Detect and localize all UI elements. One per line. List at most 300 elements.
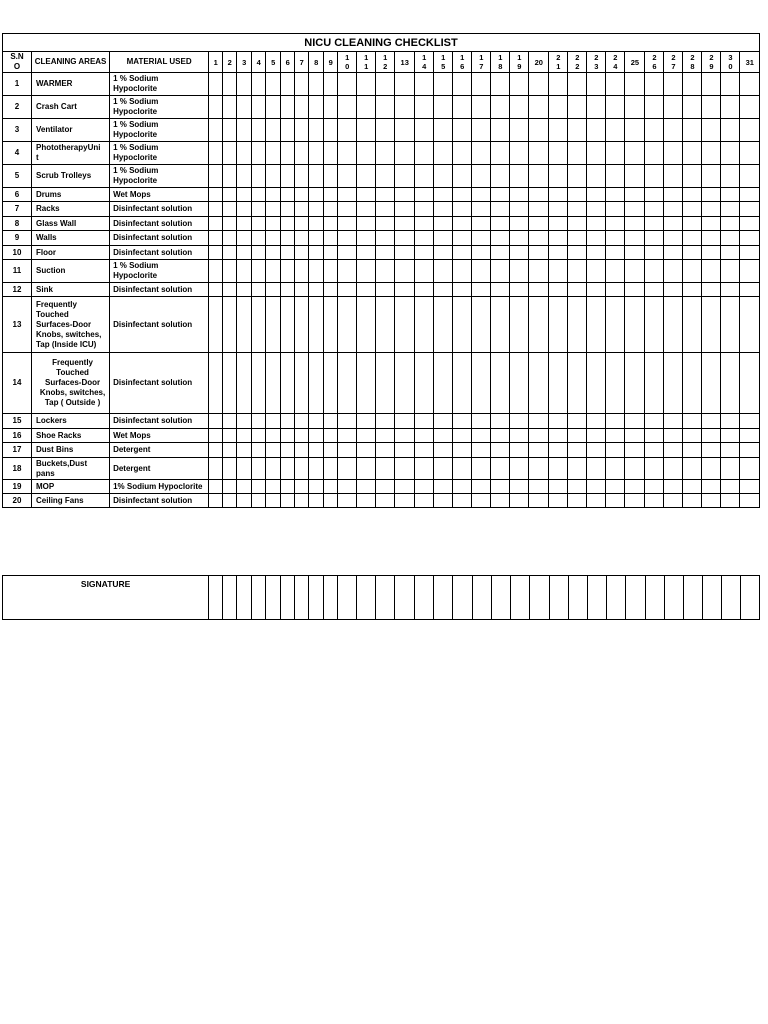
day-check-cell[interactable] bbox=[645, 188, 664, 202]
day-check-cell[interactable] bbox=[281, 443, 295, 458]
day-check-cell[interactable] bbox=[281, 217, 295, 231]
day-check-cell[interactable] bbox=[281, 188, 295, 202]
day-check-cell[interactable] bbox=[721, 142, 740, 165]
day-check-cell[interactable] bbox=[529, 494, 549, 508]
day-check-cell[interactable] bbox=[529, 297, 549, 353]
day-check-cell[interactable] bbox=[664, 283, 683, 297]
day-check-cell[interactable] bbox=[209, 353, 223, 414]
day-check-cell[interactable] bbox=[664, 480, 683, 494]
day-check-cell[interactable] bbox=[702, 283, 721, 297]
day-check-cell[interactable] bbox=[415, 443, 434, 458]
day-check-cell[interactable] bbox=[568, 165, 587, 188]
day-check-cell[interactable] bbox=[606, 283, 625, 297]
day-check-cell[interactable] bbox=[625, 458, 645, 480]
day-check-cell[interactable] bbox=[664, 96, 683, 119]
day-check-cell[interactable] bbox=[625, 494, 645, 508]
day-check-cell[interactable] bbox=[645, 429, 664, 443]
day-check-cell[interactable] bbox=[395, 142, 415, 165]
day-check-cell[interactable] bbox=[223, 480, 237, 494]
day-check-cell[interactable] bbox=[209, 443, 223, 458]
day-check-cell[interactable] bbox=[740, 202, 760, 217]
day-check-cell[interactable] bbox=[568, 142, 587, 165]
day-check-cell[interactable] bbox=[252, 217, 266, 231]
day-check-cell[interactable] bbox=[338, 297, 357, 353]
day-check-cell[interactable] bbox=[295, 165, 309, 188]
day-check-cell[interactable] bbox=[252, 188, 266, 202]
day-check-cell[interactable] bbox=[587, 142, 606, 165]
day-check-cell[interactable] bbox=[237, 188, 252, 202]
day-check-cell[interactable] bbox=[625, 414, 645, 429]
day-check-cell[interactable] bbox=[266, 260, 281, 283]
signature-cell[interactable] bbox=[510, 576, 529, 620]
day-check-cell[interactable] bbox=[587, 217, 606, 231]
day-check-cell[interactable] bbox=[223, 246, 237, 260]
day-check-cell[interactable] bbox=[664, 260, 683, 283]
day-check-cell[interactable] bbox=[395, 414, 415, 429]
day-check-cell[interactable] bbox=[549, 165, 568, 188]
day-check-cell[interactable] bbox=[491, 217, 510, 231]
day-check-cell[interactable] bbox=[472, 283, 491, 297]
day-check-cell[interactable] bbox=[453, 119, 472, 142]
day-check-cell[interactable] bbox=[472, 494, 491, 508]
day-check-cell[interactable] bbox=[721, 283, 740, 297]
day-check-cell[interactable] bbox=[645, 283, 664, 297]
day-check-cell[interactable] bbox=[645, 260, 664, 283]
day-check-cell[interactable] bbox=[453, 494, 472, 508]
day-check-cell[interactable] bbox=[453, 480, 472, 494]
day-check-cell[interactable] bbox=[625, 353, 645, 414]
day-check-cell[interactable] bbox=[740, 353, 760, 414]
day-check-cell[interactable] bbox=[683, 260, 702, 283]
signature-cell[interactable] bbox=[453, 576, 472, 620]
signature-cell[interactable] bbox=[529, 576, 549, 620]
day-check-cell[interactable] bbox=[606, 443, 625, 458]
day-check-cell[interactable] bbox=[645, 202, 664, 217]
day-check-cell[interactable] bbox=[491, 246, 510, 260]
signature-cell[interactable] bbox=[338, 576, 357, 620]
day-check-cell[interactable] bbox=[357, 297, 376, 353]
day-check-cell[interactable] bbox=[568, 283, 587, 297]
day-check-cell[interactable] bbox=[434, 217, 453, 231]
day-check-cell[interactable] bbox=[395, 297, 415, 353]
day-check-cell[interactable] bbox=[376, 429, 395, 443]
day-check-cell[interactable] bbox=[606, 119, 625, 142]
day-check-cell[interactable] bbox=[324, 231, 338, 246]
day-check-cell[interactable] bbox=[740, 142, 760, 165]
day-check-cell[interactable] bbox=[491, 231, 510, 246]
day-check-cell[interactable] bbox=[281, 283, 295, 297]
signature-cell[interactable] bbox=[721, 576, 740, 620]
day-check-cell[interactable] bbox=[702, 165, 721, 188]
day-check-cell[interactable] bbox=[683, 217, 702, 231]
day-check-cell[interactable] bbox=[434, 297, 453, 353]
day-check-cell[interactable] bbox=[568, 202, 587, 217]
day-check-cell[interactable] bbox=[472, 246, 491, 260]
day-check-cell[interactable] bbox=[309, 142, 324, 165]
day-check-cell[interactable] bbox=[740, 217, 760, 231]
day-check-cell[interactable] bbox=[472, 202, 491, 217]
day-check-cell[interactable] bbox=[237, 73, 252, 96]
day-check-cell[interactable] bbox=[209, 217, 223, 231]
day-check-cell[interactable] bbox=[721, 297, 740, 353]
day-check-cell[interactable] bbox=[338, 283, 357, 297]
day-check-cell[interactable] bbox=[309, 297, 324, 353]
day-check-cell[interactable] bbox=[223, 202, 237, 217]
day-check-cell[interactable] bbox=[683, 494, 702, 508]
day-check-cell[interactable] bbox=[721, 458, 740, 480]
day-check-cell[interactable] bbox=[625, 73, 645, 96]
day-check-cell[interactable] bbox=[223, 217, 237, 231]
day-check-cell[interactable] bbox=[721, 260, 740, 283]
day-check-cell[interactable] bbox=[549, 429, 568, 443]
day-check-cell[interactable] bbox=[324, 494, 338, 508]
day-check-cell[interactable] bbox=[625, 188, 645, 202]
day-check-cell[interactable] bbox=[415, 142, 434, 165]
day-check-cell[interactable] bbox=[491, 142, 510, 165]
day-check-cell[interactable] bbox=[237, 165, 252, 188]
day-check-cell[interactable] bbox=[587, 73, 606, 96]
day-check-cell[interactable] bbox=[625, 202, 645, 217]
day-check-cell[interactable] bbox=[252, 202, 266, 217]
day-check-cell[interactable] bbox=[324, 297, 338, 353]
day-check-cell[interactable] bbox=[252, 458, 266, 480]
day-check-cell[interactable] bbox=[281, 297, 295, 353]
day-check-cell[interactable] bbox=[338, 246, 357, 260]
day-check-cell[interactable] bbox=[568, 73, 587, 96]
day-check-cell[interactable] bbox=[295, 458, 309, 480]
day-check-cell[interactable] bbox=[587, 119, 606, 142]
day-check-cell[interactable] bbox=[645, 96, 664, 119]
day-check-cell[interactable] bbox=[209, 96, 223, 119]
day-check-cell[interactable] bbox=[415, 165, 434, 188]
day-check-cell[interactable] bbox=[510, 414, 529, 429]
day-check-cell[interactable] bbox=[587, 494, 606, 508]
day-check-cell[interactable] bbox=[415, 73, 434, 96]
day-check-cell[interactable] bbox=[209, 458, 223, 480]
signature-cell[interactable] bbox=[223, 576, 237, 620]
day-check-cell[interactable] bbox=[491, 353, 510, 414]
day-check-cell[interactable] bbox=[549, 73, 568, 96]
day-check-cell[interactable] bbox=[376, 353, 395, 414]
day-check-cell[interactable] bbox=[664, 297, 683, 353]
day-check-cell[interactable] bbox=[324, 414, 338, 429]
day-check-cell[interactable] bbox=[357, 414, 376, 429]
day-check-cell[interactable] bbox=[491, 202, 510, 217]
day-check-cell[interactable] bbox=[587, 480, 606, 494]
day-check-cell[interactable] bbox=[721, 96, 740, 119]
day-check-cell[interactable] bbox=[266, 246, 281, 260]
day-check-cell[interactable] bbox=[625, 283, 645, 297]
day-check-cell[interactable] bbox=[395, 246, 415, 260]
day-check-cell[interactable] bbox=[252, 260, 266, 283]
day-check-cell[interactable] bbox=[721, 217, 740, 231]
day-check-cell[interactable] bbox=[740, 414, 760, 429]
day-check-cell[interactable] bbox=[491, 458, 510, 480]
day-check-cell[interactable] bbox=[357, 73, 376, 96]
signature-cell[interactable] bbox=[415, 576, 434, 620]
day-check-cell[interactable] bbox=[223, 231, 237, 246]
day-check-cell[interactable] bbox=[529, 246, 549, 260]
day-check-cell[interactable] bbox=[453, 297, 472, 353]
day-check-cell[interactable] bbox=[338, 96, 357, 119]
day-check-cell[interactable] bbox=[645, 165, 664, 188]
day-check-cell[interactable] bbox=[472, 73, 491, 96]
day-check-cell[interactable] bbox=[568, 188, 587, 202]
day-check-cell[interactable] bbox=[395, 96, 415, 119]
day-check-cell[interactable] bbox=[606, 494, 625, 508]
signature-cell[interactable] bbox=[625, 576, 645, 620]
day-check-cell[interactable] bbox=[702, 429, 721, 443]
day-check-cell[interactable] bbox=[357, 494, 376, 508]
signature-cell[interactable] bbox=[702, 576, 721, 620]
day-check-cell[interactable] bbox=[510, 480, 529, 494]
day-check-cell[interactable] bbox=[645, 480, 664, 494]
day-check-cell[interactable] bbox=[491, 443, 510, 458]
day-check-cell[interactable] bbox=[683, 165, 702, 188]
day-check-cell[interactable] bbox=[453, 443, 472, 458]
day-check-cell[interactable] bbox=[510, 142, 529, 165]
day-check-cell[interactable] bbox=[664, 494, 683, 508]
day-check-cell[interactable] bbox=[295, 443, 309, 458]
day-check-cell[interactable] bbox=[338, 202, 357, 217]
day-check-cell[interactable] bbox=[683, 480, 702, 494]
day-check-cell[interactable] bbox=[415, 231, 434, 246]
day-check-cell[interactable] bbox=[324, 142, 338, 165]
day-check-cell[interactable] bbox=[529, 480, 549, 494]
signature-cell[interactable] bbox=[324, 576, 338, 620]
day-check-cell[interactable] bbox=[510, 73, 529, 96]
day-check-cell[interactable] bbox=[357, 217, 376, 231]
day-check-cell[interactable] bbox=[664, 202, 683, 217]
day-check-cell[interactable] bbox=[357, 260, 376, 283]
day-check-cell[interactable] bbox=[209, 142, 223, 165]
day-check-cell[interactable] bbox=[395, 260, 415, 283]
signature-cell[interactable] bbox=[664, 576, 683, 620]
day-check-cell[interactable] bbox=[237, 297, 252, 353]
day-check-cell[interactable] bbox=[415, 458, 434, 480]
day-check-cell[interactable] bbox=[645, 246, 664, 260]
day-check-cell[interactable] bbox=[309, 188, 324, 202]
day-check-cell[interactable] bbox=[453, 231, 472, 246]
signature-cell[interactable] bbox=[252, 576, 266, 620]
day-check-cell[interactable] bbox=[415, 188, 434, 202]
day-check-cell[interactable] bbox=[702, 353, 721, 414]
day-check-cell[interactable] bbox=[295, 231, 309, 246]
day-check-cell[interactable] bbox=[721, 202, 740, 217]
day-check-cell[interactable] bbox=[491, 429, 510, 443]
day-check-cell[interactable] bbox=[549, 231, 568, 246]
day-check-cell[interactable] bbox=[309, 96, 324, 119]
day-check-cell[interactable] bbox=[434, 119, 453, 142]
day-check-cell[interactable] bbox=[266, 414, 281, 429]
day-check-cell[interactable] bbox=[309, 443, 324, 458]
day-check-cell[interactable] bbox=[338, 119, 357, 142]
day-check-cell[interactable] bbox=[472, 142, 491, 165]
day-check-cell[interactable] bbox=[549, 494, 568, 508]
day-check-cell[interactable] bbox=[529, 188, 549, 202]
day-check-cell[interactable] bbox=[209, 494, 223, 508]
day-check-cell[interactable] bbox=[266, 202, 281, 217]
day-check-cell[interactable] bbox=[510, 188, 529, 202]
day-check-cell[interactable] bbox=[324, 73, 338, 96]
day-check-cell[interactable] bbox=[209, 297, 223, 353]
day-check-cell[interactable] bbox=[491, 96, 510, 119]
day-check-cell[interactable] bbox=[281, 429, 295, 443]
day-check-cell[interactable] bbox=[415, 246, 434, 260]
day-check-cell[interactable] bbox=[357, 202, 376, 217]
day-check-cell[interactable] bbox=[472, 217, 491, 231]
day-check-cell[interactable] bbox=[453, 458, 472, 480]
day-check-cell[interactable] bbox=[357, 353, 376, 414]
day-check-cell[interactable] bbox=[529, 119, 549, 142]
day-check-cell[interactable] bbox=[491, 260, 510, 283]
day-check-cell[interactable] bbox=[376, 480, 395, 494]
day-check-cell[interactable] bbox=[587, 165, 606, 188]
day-check-cell[interactable] bbox=[324, 188, 338, 202]
day-check-cell[interactable] bbox=[702, 494, 721, 508]
day-check-cell[interactable] bbox=[252, 142, 266, 165]
day-check-cell[interactable] bbox=[721, 480, 740, 494]
day-check-cell[interactable] bbox=[237, 142, 252, 165]
day-check-cell[interactable] bbox=[625, 96, 645, 119]
day-check-cell[interactable] bbox=[223, 119, 237, 142]
day-check-cell[interactable] bbox=[529, 353, 549, 414]
day-check-cell[interactable] bbox=[281, 73, 295, 96]
day-check-cell[interactable] bbox=[237, 443, 252, 458]
day-check-cell[interactable] bbox=[491, 73, 510, 96]
day-check-cell[interactable] bbox=[568, 414, 587, 429]
signature-cell[interactable] bbox=[472, 576, 491, 620]
day-check-cell[interactable] bbox=[721, 443, 740, 458]
day-check-cell[interactable] bbox=[309, 414, 324, 429]
day-check-cell[interactable] bbox=[281, 458, 295, 480]
day-check-cell[interactable] bbox=[357, 443, 376, 458]
day-check-cell[interactable] bbox=[357, 429, 376, 443]
day-check-cell[interactable] bbox=[415, 480, 434, 494]
day-check-cell[interactable] bbox=[453, 142, 472, 165]
day-check-cell[interactable] bbox=[664, 353, 683, 414]
day-check-cell[interactable] bbox=[683, 188, 702, 202]
day-check-cell[interactable] bbox=[395, 231, 415, 246]
day-check-cell[interactable] bbox=[568, 429, 587, 443]
day-check-cell[interactable] bbox=[529, 443, 549, 458]
day-check-cell[interactable] bbox=[587, 297, 606, 353]
day-check-cell[interactable] bbox=[434, 202, 453, 217]
day-check-cell[interactable] bbox=[309, 119, 324, 142]
day-check-cell[interactable] bbox=[434, 443, 453, 458]
day-check-cell[interactable] bbox=[295, 246, 309, 260]
day-check-cell[interactable] bbox=[309, 260, 324, 283]
day-check-cell[interactable] bbox=[625, 260, 645, 283]
day-check-cell[interactable] bbox=[472, 119, 491, 142]
day-check-cell[interactable] bbox=[510, 260, 529, 283]
day-check-cell[interactable] bbox=[324, 246, 338, 260]
day-check-cell[interactable] bbox=[702, 246, 721, 260]
day-check-cell[interactable] bbox=[324, 165, 338, 188]
day-check-cell[interactable] bbox=[324, 458, 338, 480]
day-check-cell[interactable] bbox=[472, 480, 491, 494]
day-check-cell[interactable] bbox=[606, 188, 625, 202]
signature-cell[interactable] bbox=[357, 576, 376, 620]
day-check-cell[interactable] bbox=[683, 73, 702, 96]
day-check-cell[interactable] bbox=[740, 260, 760, 283]
day-check-cell[interactable] bbox=[721, 429, 740, 443]
day-check-cell[interactable] bbox=[529, 73, 549, 96]
day-check-cell[interactable] bbox=[237, 283, 252, 297]
day-check-cell[interactable] bbox=[376, 231, 395, 246]
day-check-cell[interactable] bbox=[549, 297, 568, 353]
signature-cell[interactable] bbox=[237, 576, 252, 620]
day-check-cell[interactable] bbox=[376, 188, 395, 202]
day-check-cell[interactable] bbox=[606, 260, 625, 283]
day-check-cell[interactable] bbox=[209, 246, 223, 260]
day-check-cell[interactable] bbox=[740, 297, 760, 353]
day-check-cell[interactable] bbox=[395, 119, 415, 142]
day-check-cell[interactable] bbox=[645, 142, 664, 165]
day-check-cell[interactable] bbox=[237, 429, 252, 443]
day-check-cell[interactable] bbox=[223, 429, 237, 443]
day-check-cell[interactable] bbox=[549, 142, 568, 165]
day-check-cell[interactable] bbox=[472, 165, 491, 188]
day-check-cell[interactable] bbox=[395, 429, 415, 443]
day-check-cell[interactable] bbox=[740, 494, 760, 508]
day-check-cell[interactable] bbox=[587, 231, 606, 246]
day-check-cell[interactable] bbox=[237, 217, 252, 231]
day-check-cell[interactable] bbox=[434, 73, 453, 96]
day-check-cell[interactable] bbox=[252, 96, 266, 119]
day-check-cell[interactable] bbox=[281, 119, 295, 142]
day-check-cell[interactable] bbox=[209, 73, 223, 96]
day-check-cell[interactable] bbox=[740, 119, 760, 142]
day-check-cell[interactable] bbox=[683, 429, 702, 443]
day-check-cell[interactable] bbox=[309, 202, 324, 217]
day-check-cell[interactable] bbox=[252, 414, 266, 429]
day-check-cell[interactable] bbox=[683, 119, 702, 142]
day-check-cell[interactable] bbox=[223, 414, 237, 429]
day-check-cell[interactable] bbox=[295, 96, 309, 119]
day-check-cell[interactable] bbox=[721, 165, 740, 188]
day-check-cell[interactable] bbox=[237, 494, 252, 508]
day-check-cell[interactable] bbox=[664, 165, 683, 188]
day-check-cell[interactable] bbox=[587, 246, 606, 260]
day-check-cell[interactable] bbox=[740, 165, 760, 188]
day-check-cell[interactable] bbox=[295, 202, 309, 217]
day-check-cell[interactable] bbox=[702, 260, 721, 283]
day-check-cell[interactable] bbox=[295, 119, 309, 142]
day-check-cell[interactable] bbox=[702, 297, 721, 353]
day-check-cell[interactable] bbox=[266, 297, 281, 353]
day-check-cell[interactable] bbox=[510, 429, 529, 443]
day-check-cell[interactable] bbox=[491, 283, 510, 297]
day-check-cell[interactable] bbox=[606, 458, 625, 480]
day-check-cell[interactable] bbox=[357, 458, 376, 480]
day-check-cell[interactable] bbox=[415, 494, 434, 508]
day-check-cell[interactable] bbox=[309, 283, 324, 297]
day-check-cell[interactable] bbox=[252, 231, 266, 246]
day-check-cell[interactable] bbox=[395, 202, 415, 217]
day-check-cell[interactable] bbox=[376, 119, 395, 142]
day-check-cell[interactable] bbox=[376, 217, 395, 231]
day-check-cell[interactable] bbox=[625, 217, 645, 231]
day-check-cell[interactable] bbox=[587, 260, 606, 283]
day-check-cell[interactable] bbox=[740, 443, 760, 458]
day-check-cell[interactable] bbox=[209, 283, 223, 297]
day-check-cell[interactable] bbox=[223, 96, 237, 119]
day-check-cell[interactable] bbox=[587, 429, 606, 443]
day-check-cell[interactable] bbox=[664, 231, 683, 246]
day-check-cell[interactable] bbox=[606, 297, 625, 353]
day-check-cell[interactable] bbox=[338, 188, 357, 202]
